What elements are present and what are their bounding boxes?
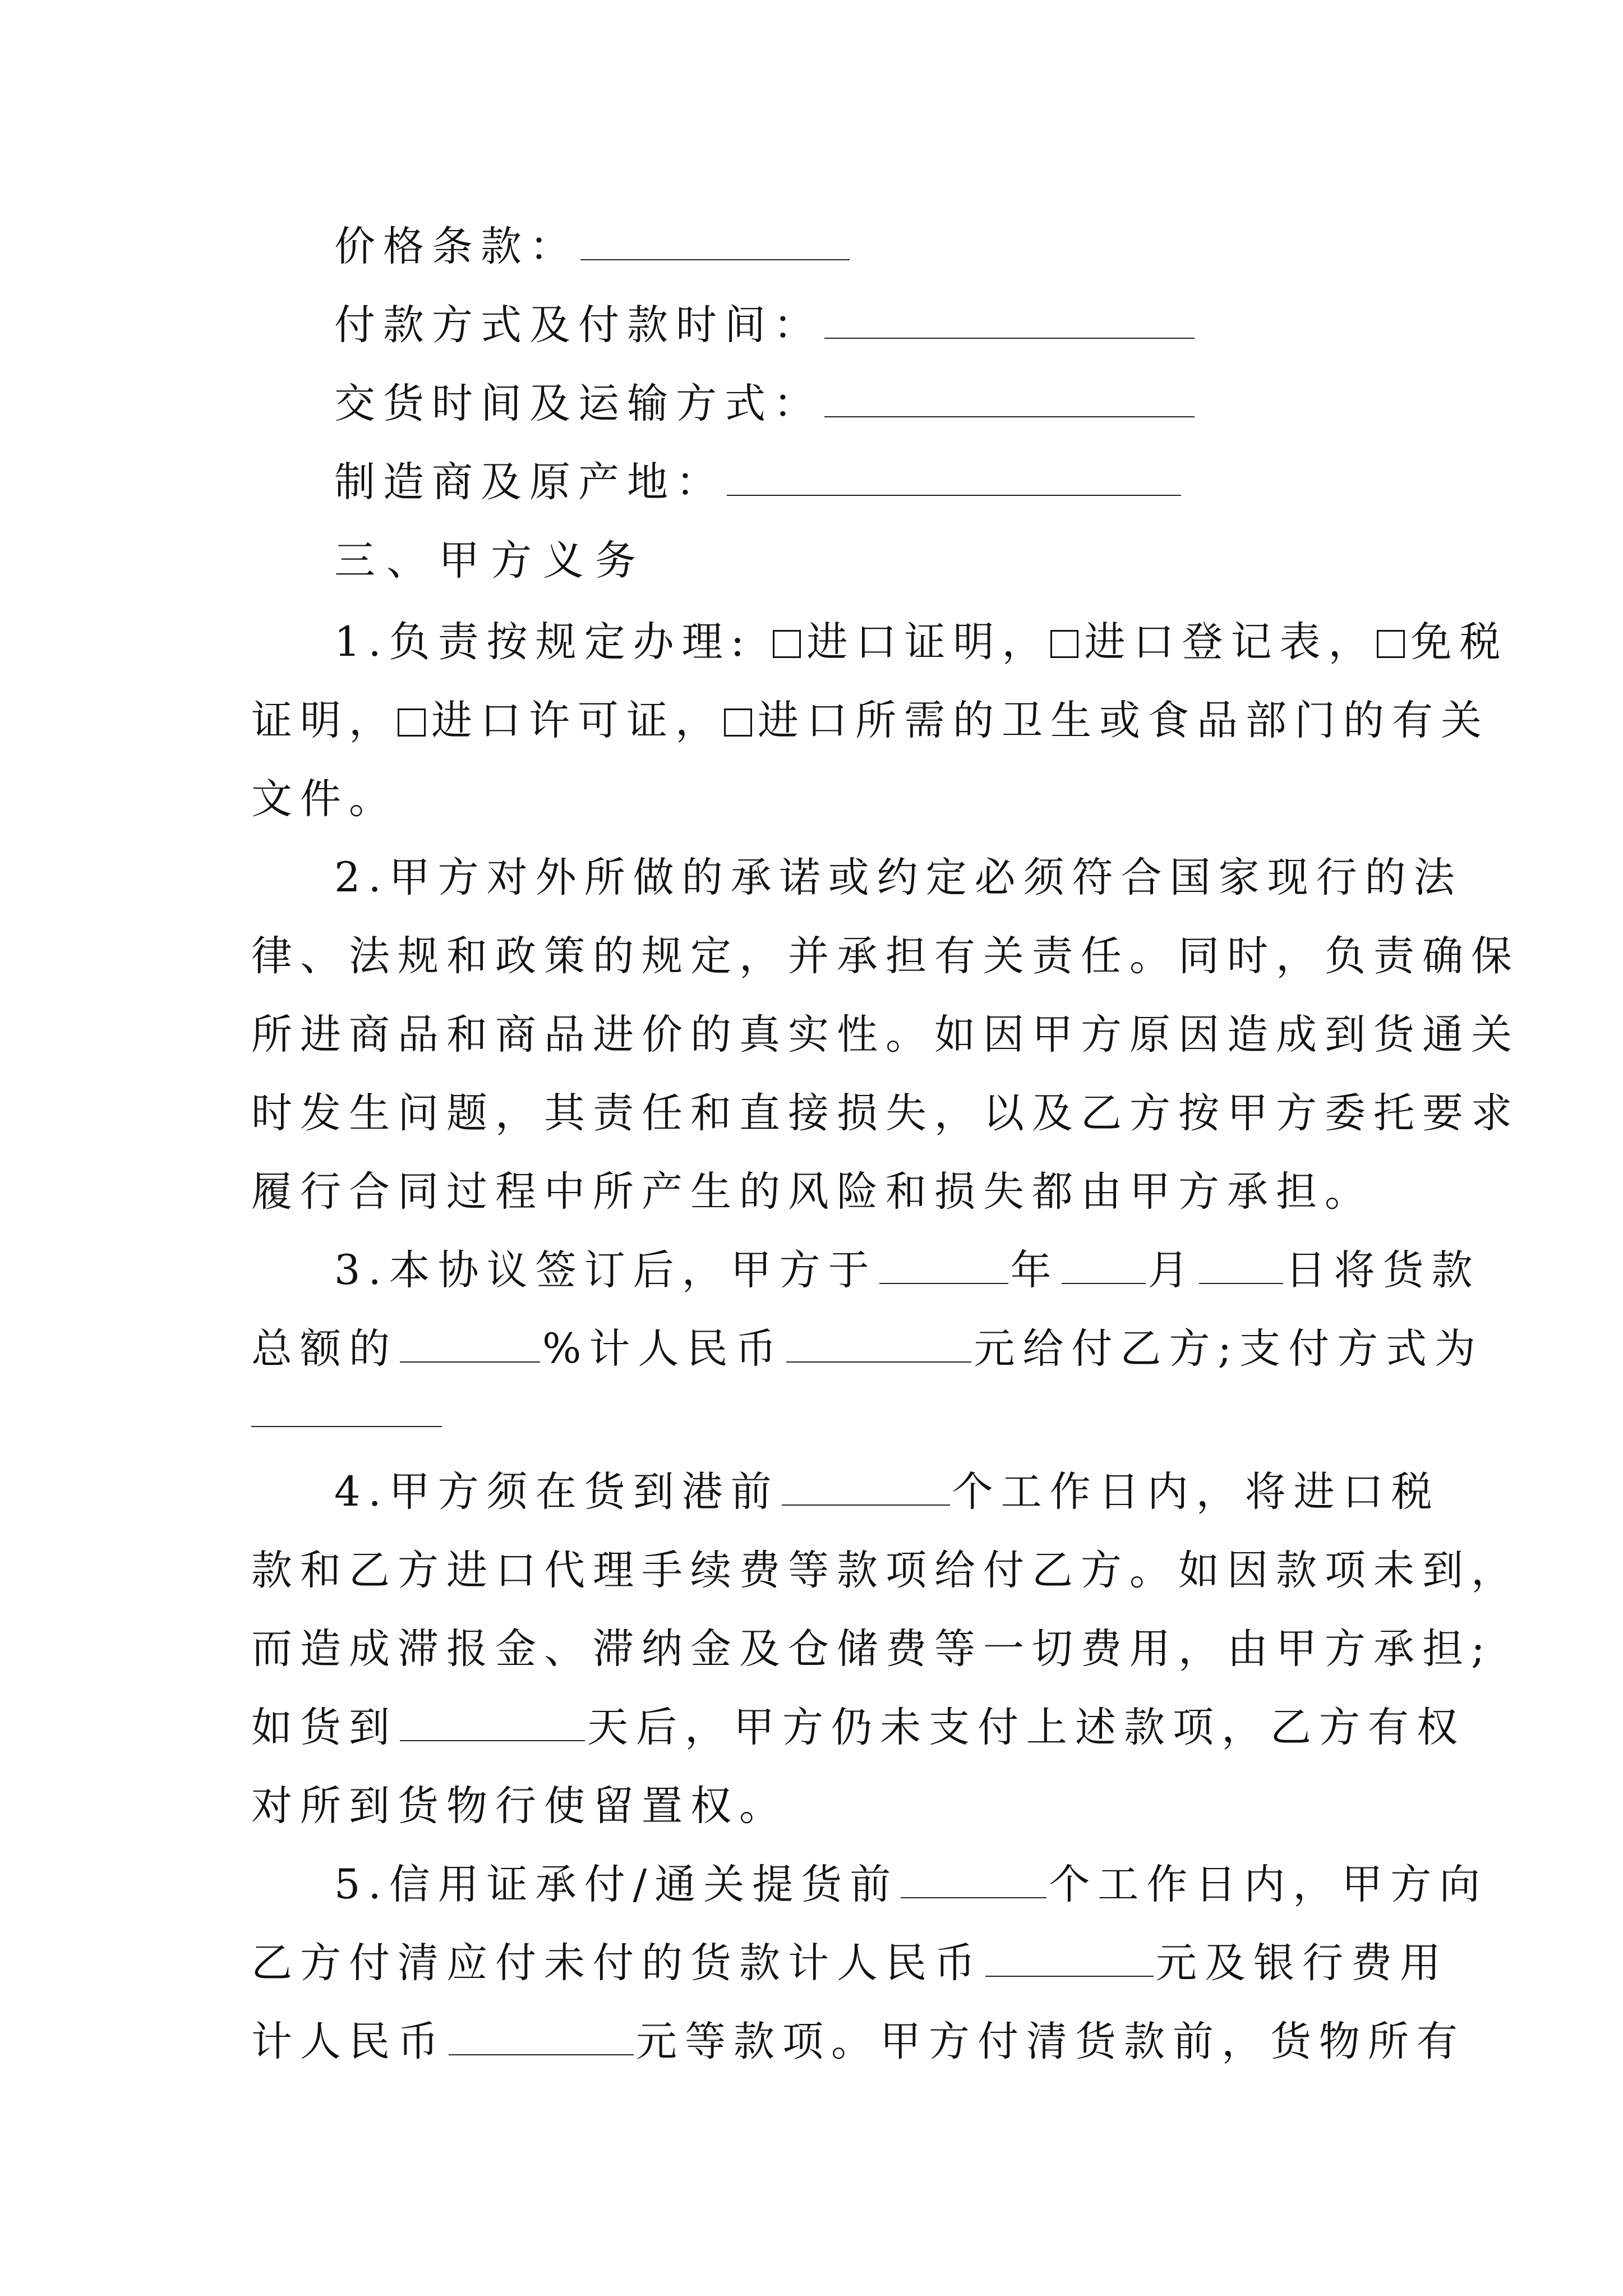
item5-line2	[251, 1935, 1449, 1991]
item2-line5: 履行合同过程中所产生的风险和损失都由甲方承担。	[251, 1168, 1373, 1216]
item4-text-b: 个工作日内，将进口税	[952, 1468, 1440, 1516]
item2-line3: 所进商品和商品进价的真实性。如因甲方原因造成到货通关	[251, 1011, 1520, 1059]
price-terms-label: 价格条款：	[334, 223, 578, 270]
maker-origin-blank[interactable]	[727, 494, 1181, 496]
maker-origin-label: 制造商及原产地：	[334, 458, 725, 506]
item3-text-f: %计人民币	[542, 1325, 785, 1373]
item4-line1	[334, 1464, 1440, 1520]
lc-working-days-blank[interactable]	[901, 1896, 1046, 1898]
delivery-terms-blank[interactable]	[824, 415, 1195, 417]
bank-fee-blank[interactable]	[449, 2053, 634, 2055]
item4-line4	[251, 1700, 1465, 1756]
price-terms-line	[334, 219, 852, 275]
item5-text-c: 乙方付清应付未付的货款计人民币	[251, 1939, 983, 1987]
payment-terms-label: 付款方式及付款时间：	[334, 301, 822, 349]
option-import-license: 进口许可证，	[431, 697, 724, 744]
item5-line3	[251, 2014, 1465, 2070]
item3-text-e: 总额的	[251, 1325, 398, 1373]
rmb-amount-blank[interactable]	[786, 1360, 971, 1363]
checkbox-import-registration[interactable]	[1050, 630, 1078, 658]
checkbox-import-certificate[interactable]	[773, 630, 801, 658]
item2-line4: 时发生问题，其责任和直接损失，以及乙方按甲方委托要求	[251, 1089, 1520, 1137]
maker-origin-line	[334, 454, 1183, 510]
option-health-food-documents: 进口所需的卫生或食品部门的有关	[758, 697, 1490, 744]
item5-text-f: 元等款项。甲方付清货款前，货物所有	[636, 2018, 1465, 2065]
item1-line3: 文件。	[251, 775, 398, 823]
item4-line3: 而造成滞报金、滞纳金及仓储费等一切费用，由甲方承担;	[251, 1625, 1493, 1673]
item5-text-a: 5.信用证承付/通关提货前	[334, 1861, 899, 1908]
days-after-blank[interactable]	[400, 1739, 585, 1741]
percent-blank[interactable]	[400, 1360, 540, 1363]
item3-line2	[251, 1321, 1483, 1377]
option-import-certificate: 进口证明，	[806, 618, 1051, 666]
checkbox-health-food-documents[interactable]	[724, 708, 752, 737]
payment-terms-blank[interactable]	[824, 337, 1195, 339]
item4-text-d: 天后，甲方仍未支付上述款项，乙方有权	[587, 1704, 1465, 1751]
item4-line2: 款和乙方进口代理手续费等款项给付乙方。如因款项未到，	[251, 1547, 1520, 1594]
checkbox-tax-exemption[interactable]	[1377, 630, 1405, 658]
delivery-terms-line	[334, 376, 1197, 432]
month-label: 月	[1147, 1246, 1197, 1294]
item3-text-d: 日将货款	[1285, 1246, 1481, 1294]
item4-line5: 对所到货物行使留置权。	[251, 1782, 788, 1830]
payment-method-blank[interactable]	[251, 1425, 442, 1427]
item5-text-b: 个工作日内，甲方向	[1049, 1861, 1488, 1908]
section-title: 三、甲方义务	[334, 537, 647, 585]
item1-line2	[251, 693, 1490, 749]
item1-line1	[334, 614, 1508, 670]
year-label: 年	[1010, 1246, 1059, 1294]
price-terms-blank[interactable]	[580, 258, 850, 260]
item3-line3	[251, 1386, 444, 1442]
option-import-registration: 进口登记表，	[1084, 618, 1377, 666]
item5-text-e: 计人民币	[251, 2018, 446, 2065]
item3-line1	[334, 1243, 1481, 1299]
item2-line2: 律、法规和政策的规定，并承担有关责任。同时，负责确保	[251, 932, 1520, 980]
item1-lead: 1.负责按规定办理:	[334, 618, 753, 666]
checkbox-import-license[interactable]	[398, 708, 426, 737]
item5-text-d: 元及银行费用	[1156, 1939, 1449, 1987]
item2-line1: 2.甲方对外所做的承诺或约定必须符合国家现行的法	[334, 854, 1463, 901]
month-blank[interactable]	[1062, 1282, 1146, 1284]
payment-terms-line	[334, 297, 1197, 353]
day-blank[interactable]	[1199, 1282, 1283, 1284]
option-tax-exemption: 免税	[1410, 618, 1509, 666]
working-days-blank[interactable]	[782, 1503, 950, 1506]
year-blank[interactable]	[879, 1282, 1008, 1284]
item4-text-c: 如货到	[251, 1704, 398, 1751]
item1-line2-text: 证明，	[251, 697, 398, 744]
item3-text-g: 元给付乙方;支付方式为	[974, 1325, 1483, 1373]
item3-text-a: 3.本协议签订后，甲方于	[334, 1246, 877, 1294]
delivery-terms-label: 交货时间及运输方式：	[334, 380, 822, 427]
item4-text-a: 4.甲方须在货到港前	[334, 1468, 780, 1516]
item5-line1	[334, 1857, 1488, 1913]
unpaid-amount-blank[interactable]	[985, 1975, 1154, 1977]
